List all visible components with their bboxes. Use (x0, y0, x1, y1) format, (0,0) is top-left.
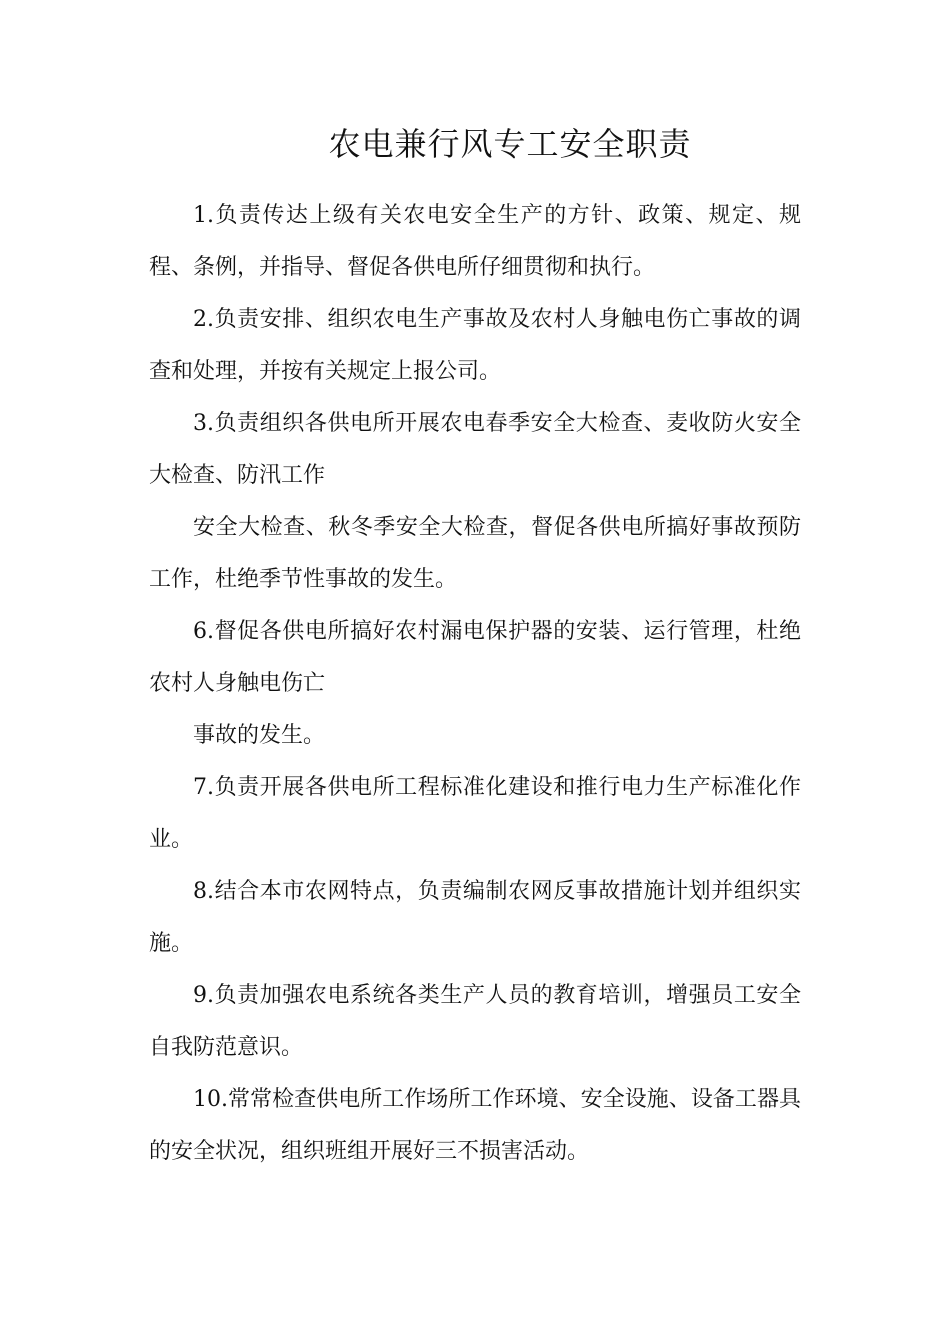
paragraph-9: 9.负责加强农电系统各类生产人员的教育培训，增强员工安全自我防范意识。 (149, 983, 801, 1060)
paragraph-3: 3.负责组织各供电所开展农电春季安全大检查、麦收防火安全大检查、防汛工作 (149, 411, 801, 488)
paragraph-7: 7.负责开展各供电所工程标准化建设和推行电力生产标准化作业。 (149, 775, 801, 852)
paragraph-2: 2.负责安排、组织农电生产事故及农村人身触电伤亡事故的调查和处理，并按有关规定上报公司。 (149, 307, 801, 384)
document-body (149, 190, 801, 1178)
paragraph-6-continued: 事故的发生。 (193, 723, 326, 748)
paragraph-3-continued: 安全大检查、秋冬季安全大检查，督促各供电所搞好事故预防工作，杜绝季节性事故的发生。 (149, 515, 801, 592)
document-title: 农电兼行风专工安全职责 (328, 125, 692, 163)
paragraph-10: 10.常常检查供电所工作场所工作环境、安全设施、设备工器具的安全状况，组织班组开展好三不损害活动。 (149, 1087, 801, 1164)
paragraph-1: 1.负责传达上级有关农电安全生产的方针、政策、规定、规程、条例，并指导、督促各供电所仔细贯彻和执行。 (149, 203, 801, 280)
paragraph-8: 8.结合本市农网特点，负责编制农网反事故措施计划并组织实施。 (149, 879, 801, 956)
paragraph-6: 6.督促各供电所搞好农村漏电保护器的安装、运行管理，杜绝农村人身触电伤亡 (149, 619, 801, 696)
